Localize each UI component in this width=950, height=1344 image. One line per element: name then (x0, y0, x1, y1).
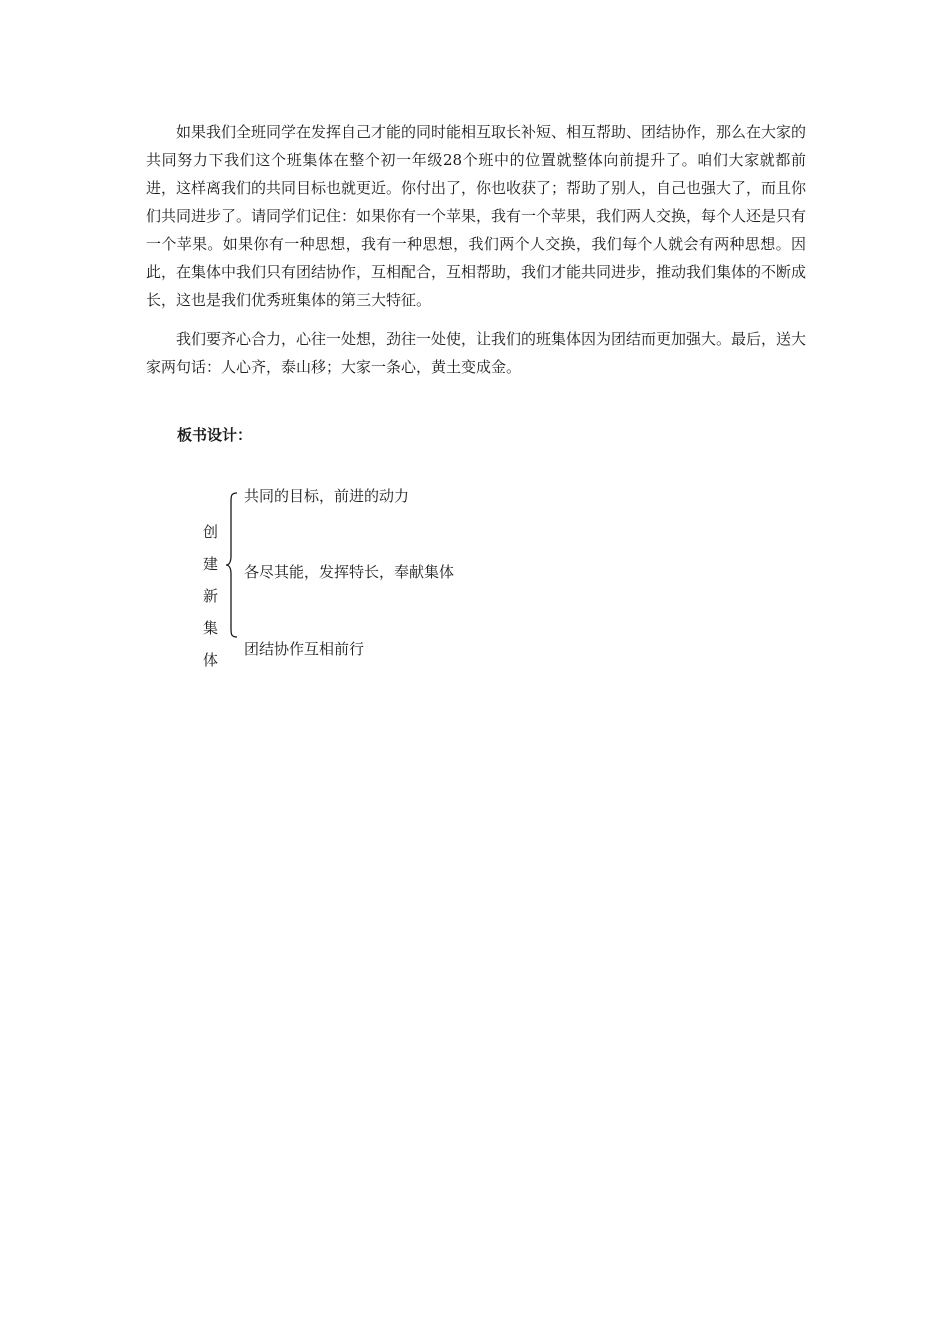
board-item: 团结协作互相前行 (244, 640, 365, 658)
vertical-title-char: 体 (203, 651, 219, 669)
vertical-title-char: 新 (203, 587, 219, 605)
vertical-title-char: 创 (203, 523, 219, 541)
board-item: 共同的目标，前进的动力 (244, 487, 410, 505)
paragraph-closing: 我们要齐心合力，心往一处想，劲往一处使，让我们的班集体因为团结而更加强大。最后，送大家两句话：人心齐，泰山移；大家一条心，黄土变成金。 (146, 330, 807, 376)
board-design-diagram (195, 480, 595, 680)
vertical-title-char: 集 (203, 619, 219, 637)
board-design-heading: 板书设计： (177, 426, 253, 444)
paragraph-teamwork: 如果我们全班同学在发挥自己才能的同时能相互取长补短、相互帮助、团结协作，那么在大家的共同努力下我们这个班集体在整个初一年级28个班中的位置就整体向前提升了。咱们大家就都前进，这样离我们的共同目标也就更近。你付出了，你也收获了；帮助了别人，自己也强大了，而且你们共同进步了。请同学们记住：如果你有一个苹果，我有一个苹果，我们两人交换，每个人还是只有一个苹果。如果你有一种思想，我有一种思想，我们两个人交换，我们每个人就会有两种思想。因此，在集体中我们只有团结协作，互相配合，互相帮助，我们才能共同进步，推动我们集体的不断成长，这也是我们优秀班集体的第三大特征。 (146, 123, 807, 309)
board-item: 各尽其能，发挥特长，奉献集体 (244, 563, 455, 581)
curly-brace-icon (225, 492, 241, 638)
vertical-title-char: 建 (203, 555, 219, 573)
